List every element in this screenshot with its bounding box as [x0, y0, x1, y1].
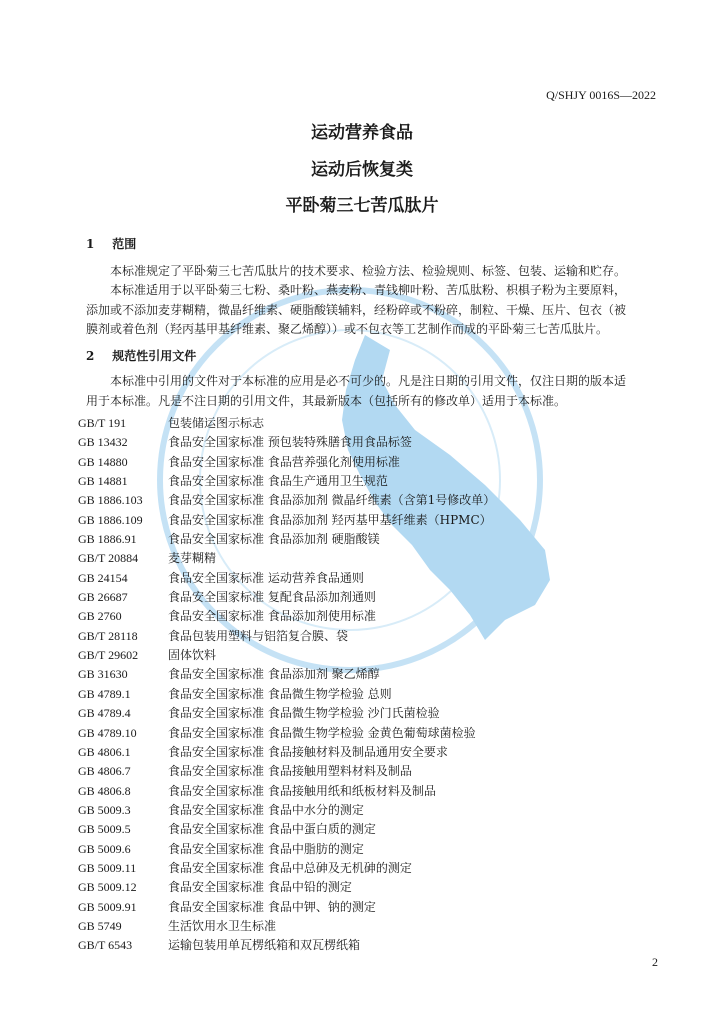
reference-code: GB/T 6543 — [78, 938, 133, 953]
reference-title: 食品安全国家标准 食品添加剂 聚乙烯醇 — [168, 667, 380, 682]
reference-item — [78, 665, 658, 684]
document-title-2: 运动后恢复类 — [311, 160, 413, 180]
reference-title: 生活饮用水卫生标准 — [168, 918, 277, 933]
reference-item — [78, 820, 658, 839]
reference-code: GB 4789.10 — [78, 725, 137, 740]
reference-item — [78, 472, 658, 491]
reference-code: GB 4806.7 — [78, 764, 131, 779]
reference-item — [78, 607, 658, 626]
reference-item — [78, 511, 658, 530]
reference-title: 食品安全国家标准 食品微生物学检验 总则 — [168, 686, 392, 701]
reference-code: GB 1886.103 — [78, 493, 143, 508]
reference-item — [78, 704, 658, 723]
reference-title: 食品安全国家标准 食品营养强化剂使用标准 — [168, 454, 400, 469]
reference-item — [78, 801, 658, 820]
reference-item — [78, 878, 658, 897]
reference-item — [78, 414, 658, 433]
reference-code: GB 13432 — [78, 435, 128, 450]
reference-item — [78, 840, 658, 859]
reference-title: 食品安全国家标准 食品接触用塑料材料及制品 — [168, 764, 412, 779]
reference-list — [78, 414, 658, 956]
reference-title: 食品安全国家标准 食品微生物学检验 金黄色葡萄球菌检验 — [168, 725, 476, 740]
references-intro-paragraph — [86, 372, 658, 411]
reference-code: GB 2760 — [78, 609, 122, 624]
reference-title: 食品安全国家标准 食品中水分的测定 — [168, 802, 364, 817]
paragraph-line: 用于本标准。凡是不注日期的引用文件，其最新版本（包括所有的修改单）适用于本标准。 — [86, 393, 567, 408]
reference-code: GB 4806.1 — [78, 744, 131, 759]
reference-code: GB 24154 — [78, 570, 128, 585]
reference-item — [78, 917, 658, 936]
reference-title: 食品安全国家标准 食品中铅的测定 — [168, 880, 352, 895]
reference-item — [78, 530, 658, 549]
reference-code: GB 1886.91 — [78, 532, 137, 547]
section-title: 范围 — [112, 237, 137, 251]
reference-item — [78, 782, 658, 801]
reference-title: 食品安全国家标准 食品接触用纸和纸板材料及制品 — [168, 783, 436, 798]
section-heading-scope — [86, 235, 136, 252]
reference-title: 食品安全国家标准 食品中钾、钠的测定 — [168, 899, 376, 914]
reference-code: GB 4789.4 — [78, 706, 131, 721]
reference-code: GB/T 29602 — [78, 648, 139, 663]
reference-title: 食品安全国家标准 食品接触材料及制品通用安全要求 — [168, 744, 448, 759]
reference-item — [78, 685, 658, 704]
scope-paragraph-2 — [86, 281, 658, 340]
paragraph-line: 膜剂或着色剂（羟丙基甲基纤维素、聚乙烯醇））或不包衣等工艺制作而成的平卧菊三七苦瓜肽片。 — [86, 322, 609, 336]
reference-code: GB 4806.8 — [78, 783, 131, 798]
scope-paragraph-1 — [86, 262, 658, 282]
reference-item — [78, 433, 658, 452]
section-number: 2 — [86, 349, 95, 363]
reference-code: GB 5009.3 — [78, 802, 131, 817]
reference-title: 运输包装用单瓦楞纸箱和双瓦楞纸箱 — [168, 938, 361, 953]
reference-code: GB 5009.91 — [78, 899, 137, 914]
reference-title: 食品安全国家标准 复配食品添加剂通则 — [168, 590, 376, 605]
reference-title: 食品安全国家标准 食品添加剂 微晶纤维素（含第1号修改单） — [168, 493, 496, 508]
reference-item — [78, 491, 658, 510]
reference-item — [78, 627, 658, 646]
paragraph-line: 本标准适用于以平卧菊三七粉、桑叶粉、燕麦粉、青钱柳叶粉、苦瓜肽粉、枳椇子粉为主要原料， — [110, 283, 627, 297]
section-title: 规范性引用文件 — [112, 349, 197, 363]
reference-title: 食品安全国家标准 食品中蛋白质的测定 — [168, 822, 376, 837]
reference-title: 食品安全国家标准 运动营养食品通则 — [168, 570, 364, 585]
reference-item — [78, 762, 658, 781]
reference-code: GB 26687 — [78, 590, 128, 605]
reference-code: GB/T 20884 — [78, 551, 139, 566]
reference-item — [78, 898, 658, 917]
section-heading-references — [86, 347, 196, 364]
reference-code: GB 5009.11 — [78, 860, 137, 875]
reference-code: GB/T 28118 — [78, 628, 138, 643]
reference-item — [78, 936, 658, 955]
reference-code: GB 4789.1 — [78, 686, 131, 701]
document-title-3: 平卧菊三七苦瓜肽片 — [285, 196, 439, 216]
reference-title: 食品安全国家标准 食品生产通用卫生规范 — [168, 474, 388, 489]
reference-code: GB 14881 — [78, 474, 128, 489]
reference-item — [78, 859, 658, 878]
reference-title: 食品安全国家标准 食品添加剂 羟丙基甲基纤维素（HPMC） — [168, 512, 492, 527]
reference-code: GB 14880 — [78, 454, 128, 469]
reference-code: GB 1886.109 — [78, 512, 143, 527]
reference-title: 食品安全国家标准 食品添加剂 硬脂酸镁 — [168, 532, 380, 547]
reference-item — [78, 453, 658, 472]
reference-code: GB 5009.6 — [78, 841, 131, 856]
section-number: 1 — [86, 237, 95, 251]
reference-item — [78, 569, 658, 588]
paragraph-line: 添加或不添加麦芽糊精，微晶纤维素、硬脂酸镁辅料，经粉碎或不粉碎，制粒、干燥、压片、包衣（被 — [86, 302, 627, 317]
page-number: 2 — [652, 955, 658, 969]
reference-code: GB 5749 — [78, 918, 122, 933]
reference-code: GB 5009.5 — [78, 822, 131, 837]
document-code: Q/SHJY 0016S—2022 — [546, 88, 656, 102]
reference-title: 食品安全国家标准 食品中脂肪的测定 — [168, 841, 364, 856]
reference-title: 包装储运图示标志 — [168, 416, 265, 430]
paragraph-line: 本标准规定了平卧菊三七苦瓜肽片的技术要求、检验方法、检验规则、标签、包装、运输和贮存。 — [110, 264, 627, 278]
reference-item — [78, 549, 658, 568]
reference-item — [78, 646, 658, 665]
reference-title: 食品包装用塑料与铝箔复合膜、袋 — [168, 628, 349, 643]
reference-title: 食品安全国家标准 预包装特殊膳食用食品标签 — [168, 435, 412, 450]
reference-code: GB 31630 — [78, 667, 128, 682]
reference-title: 麦芽糊精 — [168, 551, 217, 566]
reference-code: GB 5009.12 — [78, 880, 137, 895]
paragraph-line: 本标准中引用的文件对于本标准的应用是必不可少的。凡是注日期的引用文件，仅注日期的版本适 — [110, 374, 627, 388]
document-title-1: 运动营养食品 — [311, 123, 413, 143]
reference-item — [78, 588, 658, 607]
reference-item — [78, 724, 658, 743]
reference-code: GB/T 191 — [78, 416, 127, 430]
reference-title: 食品安全国家标准 食品中总砷及无机砷的测定 — [168, 860, 412, 875]
reference-title: 固体饮料 — [168, 648, 217, 663]
reference-item — [78, 743, 658, 762]
reference-title: 食品安全国家标准 食品添加剂使用标准 — [168, 609, 376, 624]
reference-title: 食品安全国家标准 食品微生物学检验 沙门氏菌检验 — [168, 706, 440, 721]
